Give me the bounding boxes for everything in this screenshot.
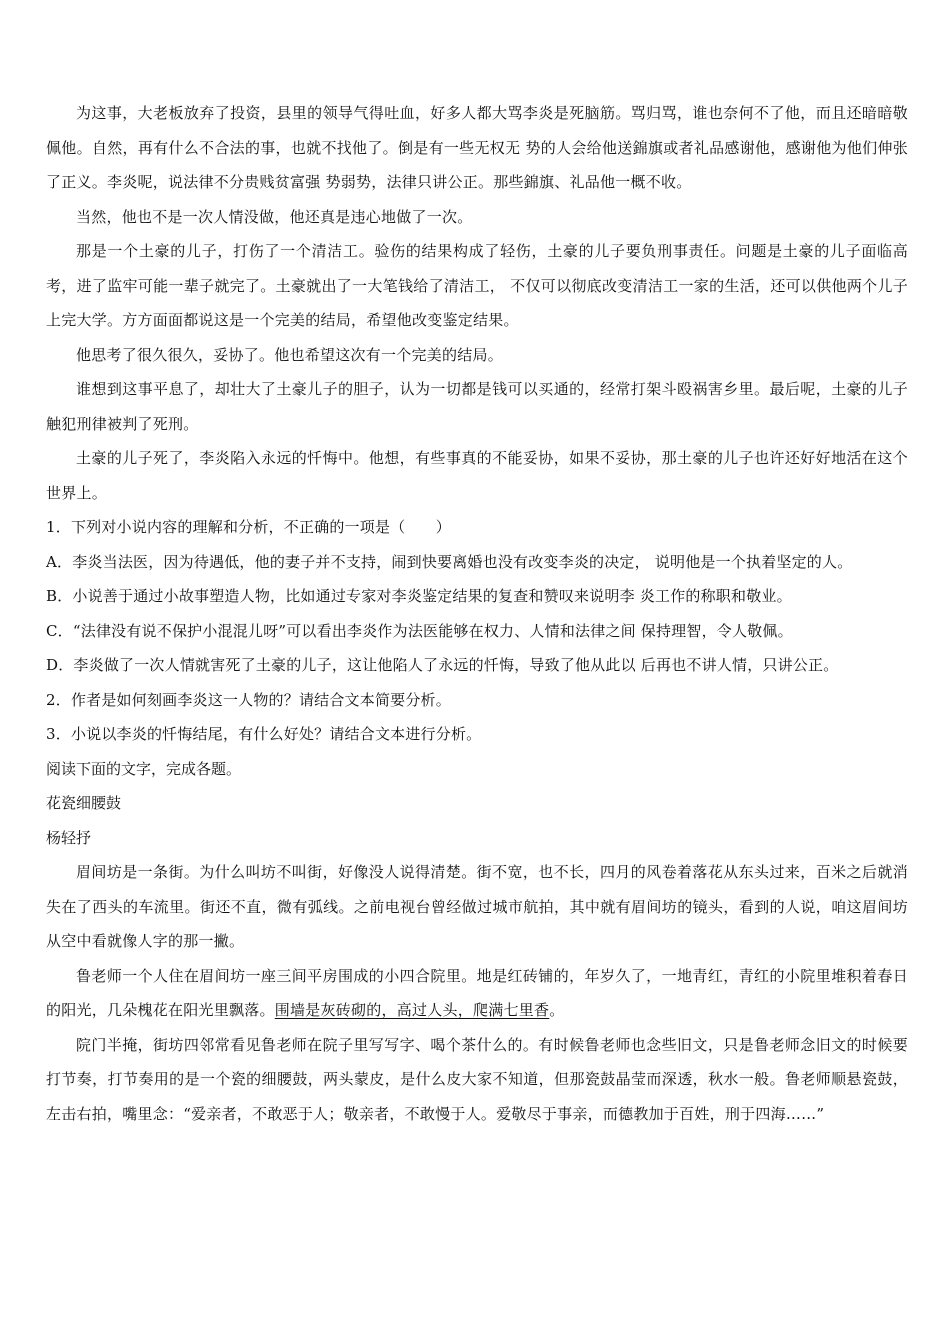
reading-instruction: 阅读下面的文字，完成各题。: [46, 759, 242, 778]
option-c: C．“法律没有说不保护小混混儿呀”可以看出李炎作为法医能够在权力、人情和法律之间 保持理智，令人敬佩。: [46, 621, 793, 640]
underlined-sentence: 围墙是灰砖砌的，高过人头，爬满七里香: [274, 1001, 550, 1019]
question-3: 3．小说以李炎的忏悔结尾，有什么好处？请结合文本进行分析。: [46, 725, 482, 743]
story-paragraph-1: 为这事，大老板放弃了投资，县里的领导气得吐血，好多人都大骂李炎是死脑筋。骂归骂，谁也奈何不了他，而且还暗暗敬佩他。自然，再有什么不合法的事，也就不找他了。倒是有一些无权无 势的人会给他送錦旗或者礼品感谢他，感谢他为他们伸张了正义。李炎呢，说法律不分贵贱贫富强 势弱势，法律只讲公正。那些錦旗、礼品他一概不收。: [46, 104, 908, 191]
article-title: 花瓷细腰鼓: [46, 794, 122, 812]
story-paragraph-3: 那是一个土豪的儿子，打伤了一个清洁工。验伤的结果构成了轻伤，土豪的儿子要负刑事责任。问题是土豪的儿子面临高考，进了监牢可能一辈子就完了。土豪就出了一大笔钱给了清洁工， 不仅可以彻底改变清洁工一家的生活，还可以供他两个儿子上完大学。方方面面都说这是一个完美的结局，希望他改变鉴定结果。: [46, 242, 908, 329]
story-paragraph-5: 谁想到这事平息了，却壮大了土豪儿子的胆子，认为一切都是钱可以买通的，经常打架斗殴祸害乡里。最后呢，土豪的儿子触犯刑律被判了死刑。: [46, 380, 908, 433]
story-paragraph-4: 他思考了很久很久，妥协了。他也希望这次有一个完美的结局。: [76, 345, 504, 364]
article-author: 杨轻抒: [46, 828, 92, 847]
option-a: A．李炎当法医，因为待遇低，他的妻子并不支持，闹到快要离婚也没有改变李炎的决定， 说明他是一个执着坚定的人。: [46, 552, 853, 571]
story-paragraph-6: 土豪的儿子死了，李炎陷入永远的忏悔中。他想，有些事真的不能妥协，如果不妥协，那土豪的儿子也许还好好地活在这个世界上。: [46, 449, 908, 502]
option-d: D．李炎做了一次人情就害死了土豪的儿子，这让他陷人了永远的忏悔，导致了他从此以 后再也不讲人情，只讲公正。: [46, 656, 839, 674]
article-paragraph-3: 院门半掩，街坊四邻常看见鲁老师在院子里写写字、喝个茶什么的。有时候鲁老师也念些旧文，只是鲁老师念旧文的时候要打节奏，打节奏用的是一个瓷的细腰鼓，两头蒙皮，是什么皮大家不知道，但那瓷鼓晶莹而深透，秋水一般。鲁老师顺悬瓷鼓，左击右拍，嘴里念：“爱亲者，不敢恶于人；敬亲者，不敢慢于人。爱敬尽于事亲，而德教加于百姓，刑于四海……”: [46, 1035, 908, 1123]
article-paragraph-2: [46, 959, 908, 1028]
story-paragraph-2: 当然，他也不是一次人情没做，他还真是违心地做了一次。: [76, 207, 473, 226]
article-paragraph-2-text: 鲁老师一个人住在眉间坊一座三间平房围成的小四合院里。地是红砖铺的，年岁久了，一地青红，青红的小院里堆积着春日的阳光，几朵槐花在阳光里飘落。: [46, 966, 908, 1019]
question-2: 2．作者是如何刻画李炎这一人物的？请结合文本简要分析。: [46, 690, 451, 709]
article-paragraph-2-end: 。: [549, 1001, 565, 1019]
document-page: [46, 96, 908, 1131]
question-1: 1．下列对小说内容的理解和分析，不正确的一项是（ ）: [46, 518, 451, 536]
article-paragraph-1: 眉间坊是一条街。为什么叫坊不叫街，好像没人说得清楚。街不宽，也不长，四月的风卷着落花从东头过来，百米之后就消失在了西头的车流里。街还不直，微有弧线。之前电视台曾经做过城市航拍，其中就有眉间坊的镜头，看到的人说，咱这眉间坊从空中看就像人字的那一撇。: [46, 863, 908, 950]
option-b: B．小说善于通过小故事塑造人物，比如通过专家对李炎鉴定结果的复查和赞叹来说明李 炎工作的称职和敬业。: [46, 587, 792, 605]
